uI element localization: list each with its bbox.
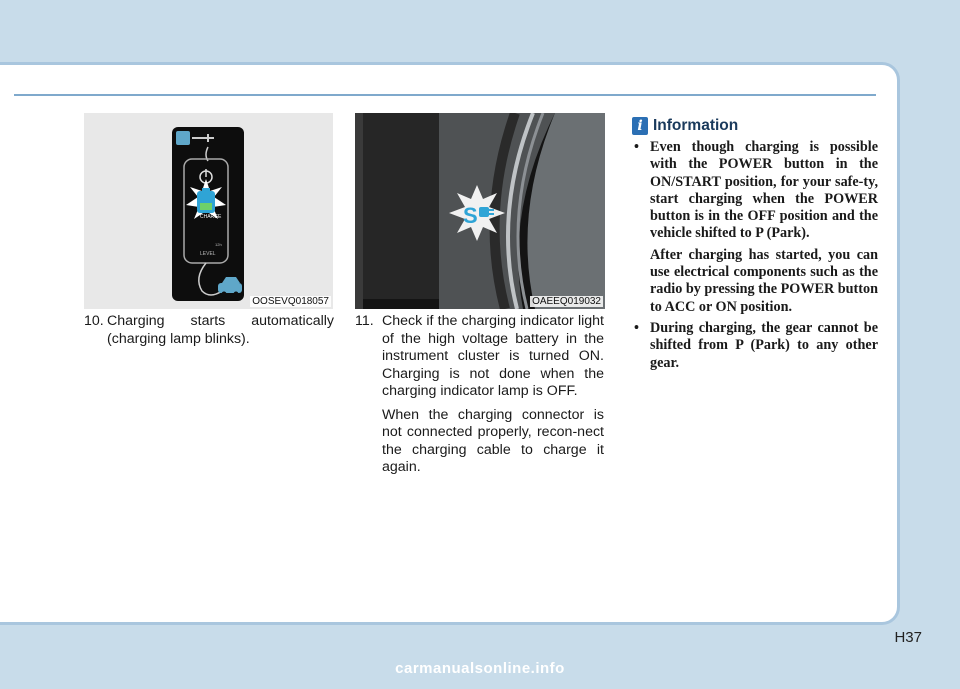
charging-station-illustration	[84, 113, 333, 309]
bullet-continuation: After charging has started, you can use electrical components such as the radio by pressing the POWER button to ACC or ON position.	[650, 246, 878, 315]
bullet-text: Even though charging is possible with the POWER button in the ON/START position, for your safe-ty, start charging when the POWER button is in the OFF position and the vehicle shifted to P (Park).	[650, 139, 878, 242]
step-number: 11.	[355, 313, 374, 329]
figure-code: OOSEVQ018057	[252, 296, 329, 307]
bullet-text: During charging, the gear cannot be shifted from P (Park) to any other gear.	[650, 319, 878, 371]
bullet-icon: •	[634, 139, 639, 155]
step-note: When the charging connector is not connected properly, recon-nect the charging cable to charge it again.	[382, 406, 604, 475]
charging-indicator-icon	[449, 185, 505, 241]
figure-code: OAEEQ019032	[532, 296, 601, 307]
svg-text:S: S	[463, 203, 478, 228]
charge-screen-label: CHARGE	[200, 214, 222, 220]
information-icon: i	[632, 117, 648, 135]
step-11	[355, 313, 604, 477]
information-title: Information	[653, 117, 739, 134]
step-number: 10.	[84, 313, 104, 329]
page-number: H37	[894, 629, 922, 646]
instrument-cluster-illustration	[355, 113, 605, 309]
information-list	[632, 139, 878, 376]
list-item	[632, 320, 878, 372]
charging-lamp-figure	[84, 113, 333, 309]
list-item	[632, 139, 878, 243]
step-text: Check if the charging indicator light of the high voltage battery in the instrument cluster is turned ON. Charging is not done when the charging indicator lamp is OFF.	[382, 313, 604, 399]
level-screen-label: LEVEL	[200, 251, 216, 257]
step-10	[84, 313, 334, 348]
cluster-indicator-figure	[355, 113, 605, 309]
information-heading	[632, 116, 738, 136]
timer-screen-label: 12h	[215, 242, 222, 247]
bullet-icon: •	[634, 319, 639, 336]
step-text: Charging starts automatically (charging lamp blinks).	[107, 313, 334, 347]
header-rule	[14, 94, 876, 96]
watermark: carmanualsonline.info	[395, 660, 565, 677]
